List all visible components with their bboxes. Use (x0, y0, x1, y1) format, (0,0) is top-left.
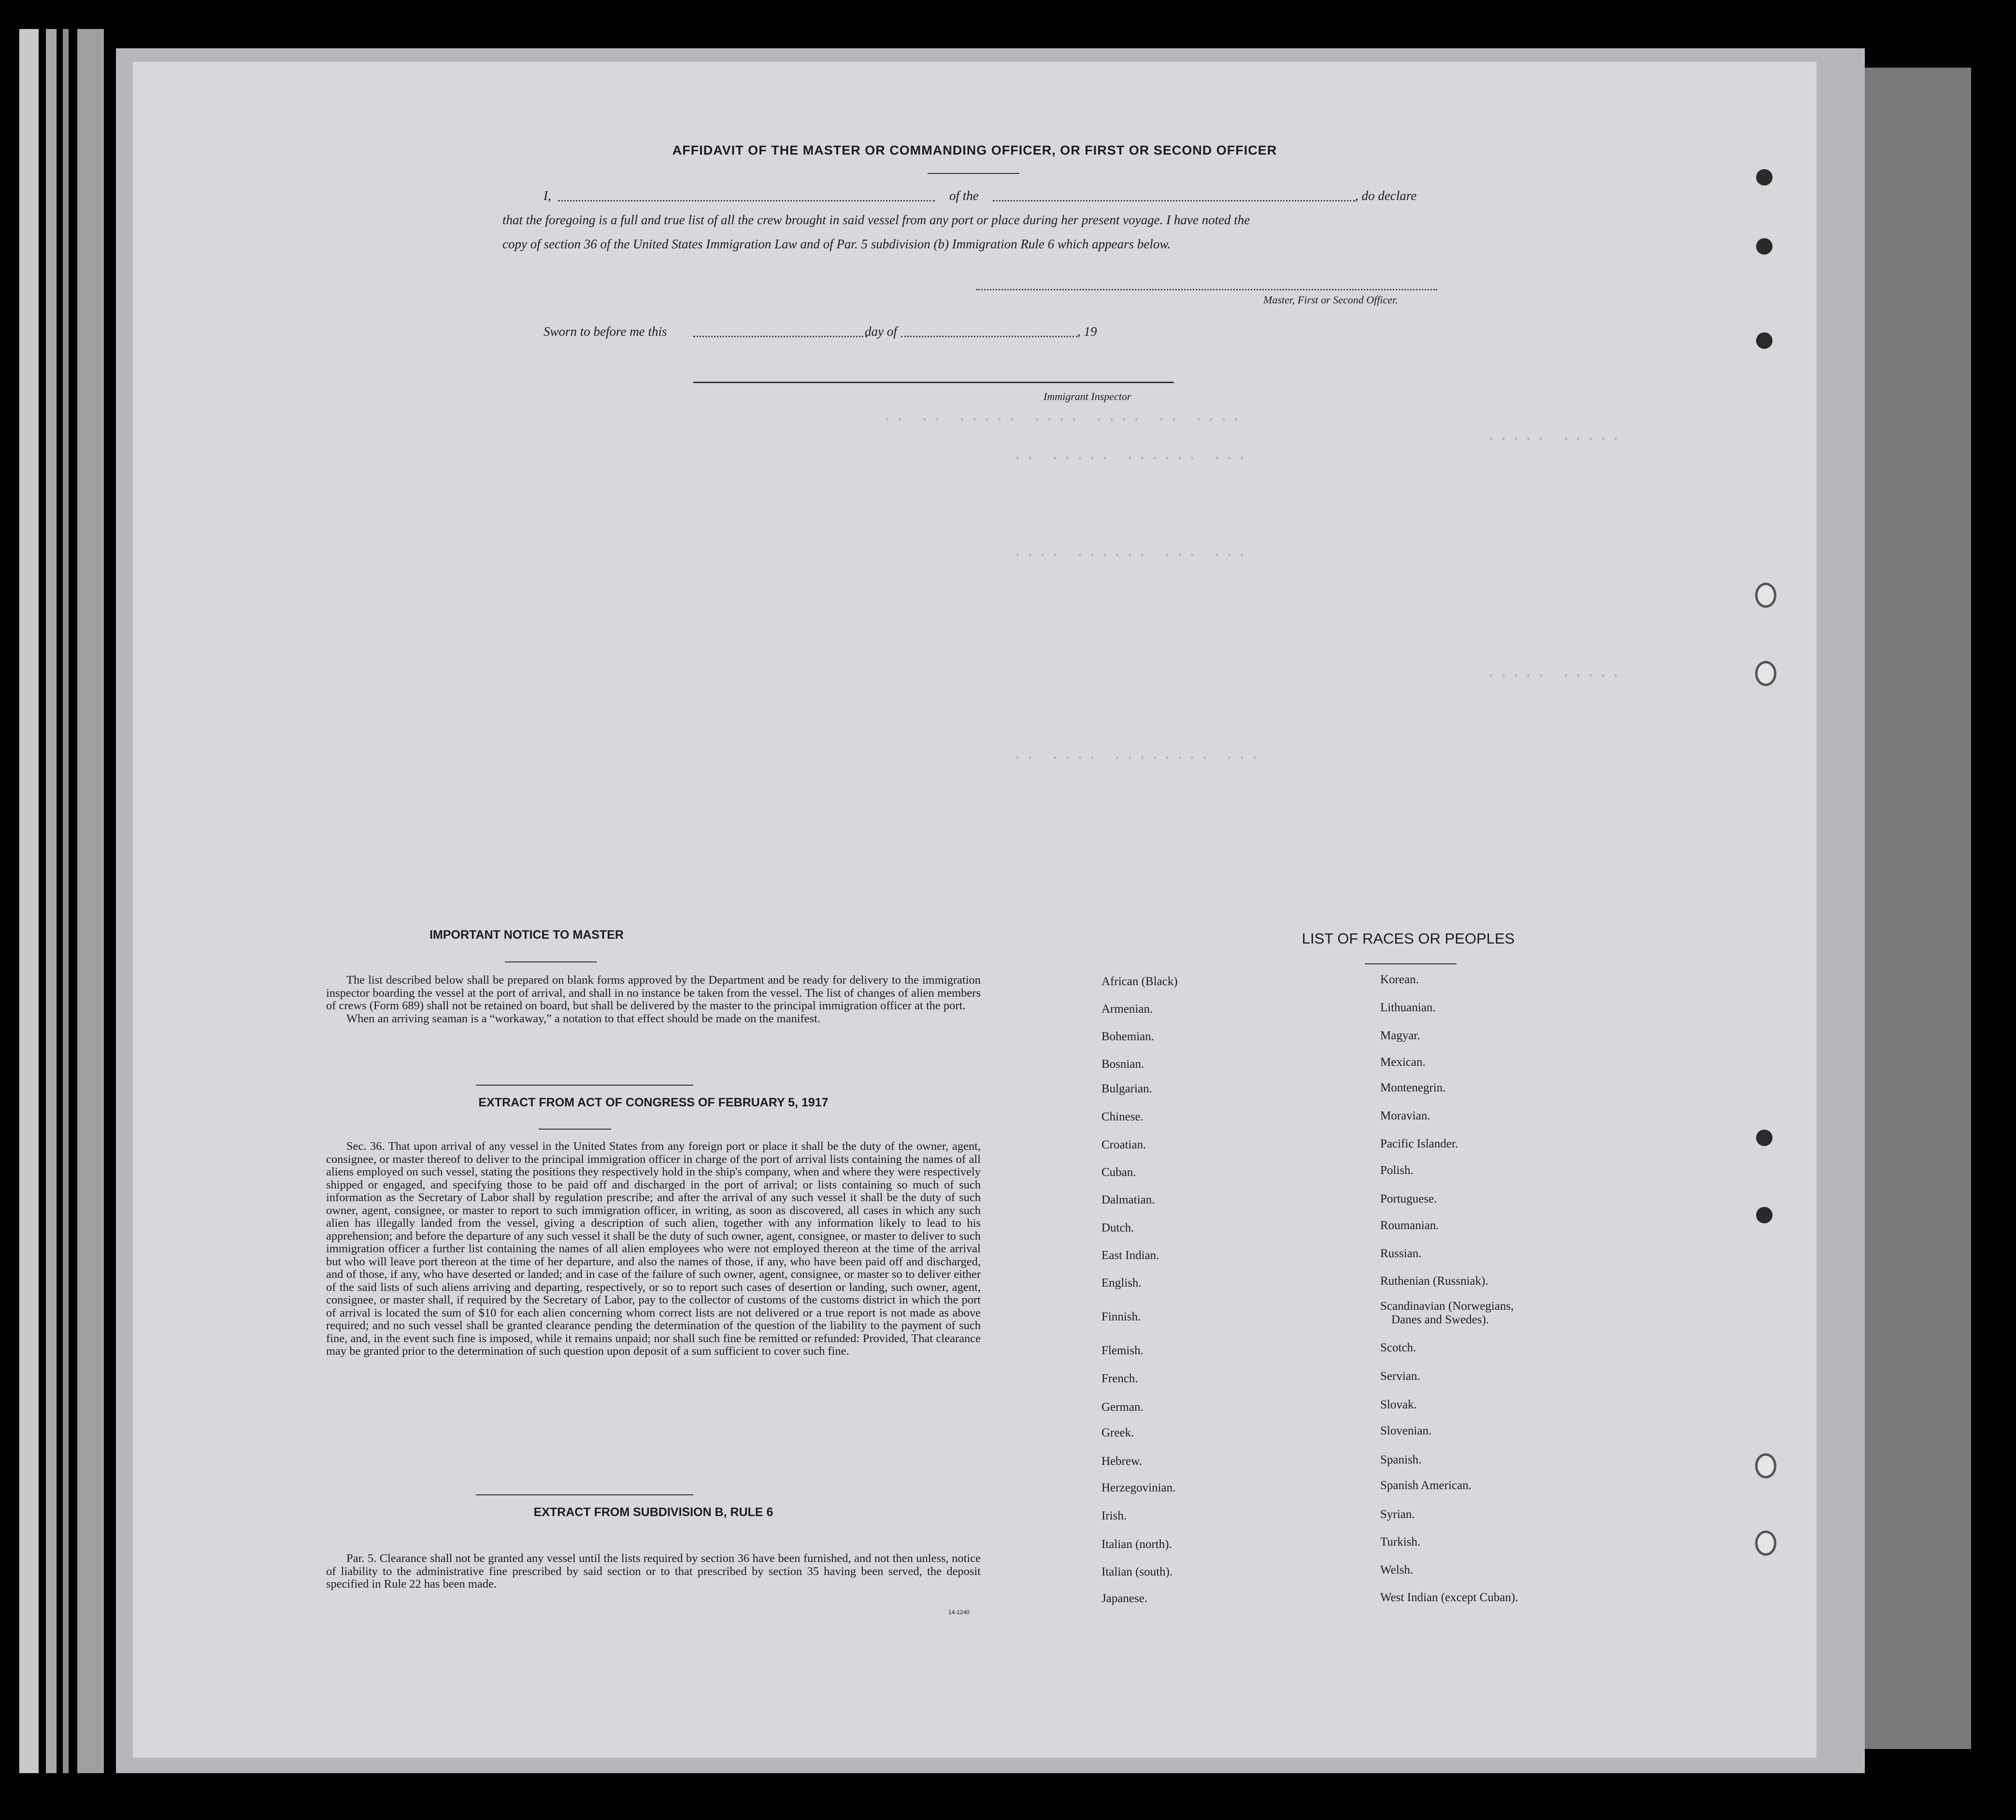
race-item: Polish. (1380, 1164, 1414, 1177)
binder-edge (0, 0, 111, 1820)
punch-hole (1756, 1130, 1773, 1146)
form-code: 14-1240 (948, 1609, 970, 1616)
race-item: Spanish American. (1380, 1479, 1472, 1492)
race-item: Herzegovinian. (1101, 1481, 1176, 1494)
race-item: Magyar. (1380, 1029, 1420, 1042)
race-item: Montenegrin. (1380, 1081, 1446, 1094)
race-item: Bohemian. (1101, 1030, 1155, 1043)
document-page (133, 62, 1816, 1758)
race-item: Lithuanian. (1380, 1001, 1436, 1014)
heading-rule (505, 961, 597, 962)
rule-extract-text (326, 1552, 981, 1591)
race-item: German. (1101, 1401, 1144, 1414)
officer-name-field[interactable] (558, 200, 935, 201)
affidavit-i-label: I, (543, 188, 551, 203)
race-item: Italian (south). (1101, 1565, 1173, 1578)
heading-rule (928, 173, 1019, 174)
bleed-through-text: ·· ····· ······ ··· (1012, 448, 1249, 469)
bleed-through-text: ····· ····· (1486, 429, 1623, 450)
punch-hole (1756, 169, 1773, 186)
affidavit-heading: AFFIDAVIT OF THE MASTER OR COMMANDING OFFICER, OR FIRST OR SECOND OFFICER (672, 143, 1277, 158)
race-item: Italian (north). (1101, 1538, 1172, 1551)
heading-rule (1365, 963, 1457, 964)
race-item: Danes and Swedes). (1391, 1313, 1489, 1326)
race-item: Moravian. (1380, 1109, 1430, 1122)
race-item: Mexican. (1380, 1056, 1426, 1069)
affidavit-body-line: copy of section 36 of the United States Immigration Law and of Par. 5 subdivision (b) Immigration Rule 6 which appears below. (502, 237, 1171, 251)
race-item: African (Black) (1101, 975, 1178, 988)
binder-ring (1755, 661, 1776, 686)
race-item: Scandinavian (Norwegians, (1380, 1300, 1514, 1313)
affidavit-body-line: that the foregoing is a full and true list of all the crew brought in said vessel from any port or place during her present voyage. I have noted the (502, 213, 1250, 227)
race-item: West Indian (except Cuban). (1380, 1591, 1518, 1604)
race-item: French. (1101, 1372, 1138, 1385)
race-item: Japanese. (1101, 1592, 1148, 1605)
race-item: Armenian. (1101, 1003, 1153, 1016)
inspector-signature-line[interactable] (693, 382, 1174, 383)
binder-strip (63, 29, 69, 1773)
officer-signature-field[interactable] (976, 289, 1437, 290)
bleed-through-text: ·· ···· ········ ··· (1012, 748, 1262, 769)
race-item: Turkish. (1380, 1535, 1421, 1548)
act-section-36: Sec. 36. That upon arrival of any vessel in the United States from any foreign port or place it shall be the duty of the owner, agent, consignee, or master thereof to deliver to the principal immigration officer in charge of the port of arrival lists containing the names of all aliens employed on such vessel, stating the positions they respectively hold in the ship's company, when and where they were respectively shipped or engaged, and specifying those to be paid off and discharged in the port of arrival; or lists containing so much of such information as the Secretary of Labor shall by regulation prescribe; and after the arrival of any such vessel it shall be the duty of such owner, agent, consignee, or master to report to such immigration officer, in writing, as soon as discovered, all cases in which any such alien has illegally landed from the vessel, giving a description of such alien, together with any information likely to lead to his apprehension; and before the departure of any such vessel it shall be the duty of such owner, agent, consignee, or master to deliver to such immigration officer a further list containing the names of all alien employees who were not employed thereon at the time of the arrival but who will leave port thereon at the time of her departure, and also the names of those, if any, who have been paid off and discharged, and of those, if any, who have deserted or landed; and in case of the failure of such owner, agent, consignee, or master so to deliver either of the said lists of such aliens arriving and departing, respectively, or so to report such cases of desertion or landing, such owner, agent, consignee, or master shall, if required by the Secretary of Labor, pay to the collector of customs of the customs district in which the port of arrival is located the sum of $10 for each alien concerning whom correct lists are not delivered or a true report is not made as above required; and no such vessel shall be granted clearance pending the determination of the question of the liability to the payment of such fine, and, in the event such fine is imposed, while it remains unpaid; nor shall such fine be remitted or refunded: Provided, That clearance may be granted prior to the determination of such question upon deposit of a sum sufficient to cover such fine. (326, 1140, 981, 1358)
vessel-name-field[interactable] (993, 200, 1355, 201)
race-item: Greek. (1101, 1426, 1134, 1439)
race-item: English. (1101, 1276, 1142, 1290)
sworn-label: Sworn to before me this (543, 324, 667, 339)
heading-rule (539, 1129, 611, 1130)
race-item: Welsh. (1380, 1563, 1414, 1576)
race-item: Dalmatian. (1101, 1193, 1155, 1206)
race-item: Bulgarian. (1101, 1082, 1152, 1095)
sworn-day-field[interactable] (693, 336, 867, 337)
race-item: Irish. (1101, 1509, 1127, 1522)
bleed-through-text: ····· ····· (1486, 666, 1623, 687)
inspector-caption: Immigrant Inspector (1044, 390, 1131, 402)
day-of-label: day of (865, 324, 897, 339)
binder-strip (19, 29, 39, 1773)
section-divider (476, 1085, 693, 1086)
race-item: Slovak. (1380, 1398, 1417, 1411)
race-item: Portuguese. (1380, 1192, 1437, 1205)
binder-ring (1755, 583, 1776, 608)
race-item: Slovenian. (1380, 1424, 1432, 1437)
binder-ring (1755, 1531, 1776, 1556)
race-item: Croatian. (1101, 1138, 1146, 1151)
race-item: Chinese. (1101, 1110, 1144, 1123)
race-item: Russian. (1380, 1247, 1422, 1260)
rule-extract-heading: EXTRACT FROM SUBDIVISION B, RULE 6 (533, 1505, 773, 1519)
binder-ring (1755, 1453, 1776, 1478)
race-item: Scotch. (1380, 1341, 1416, 1354)
race-item: Servian. (1380, 1370, 1420, 1383)
race-item: Syrian. (1380, 1508, 1415, 1521)
binder-strip (77, 29, 104, 1773)
sworn-month-field[interactable] (901, 336, 1077, 337)
section-divider (476, 1494, 693, 1495)
bleed-through-text: ·· ·· ····· ···· ···· ·· ···· (882, 410, 1244, 430)
race-item: Finnish. (1101, 1310, 1141, 1323)
notice-paragraph: The list described below shall be prepared on blank forms approved by the Department and be ready for delivery to the immigration inspector boarding the vessel at the port of arrival, and shall in no instance be taken from the vessel. The list of changes of alien members of crews (Form 689) shall not be retained on board, but shall be delivered by the master to the principal immigration officer at the port. (326, 974, 981, 1012)
notice-heading: IMPORTANT NOTICE TO MASTER (429, 928, 624, 942)
punch-hole (1756, 238, 1773, 255)
act-extract-heading: EXTRACT FROM ACT OF CONGRESS OF FEBRUARY 5, 1917 (478, 1096, 829, 1109)
race-item: Flemish. (1101, 1344, 1144, 1357)
race-item: Spanish. (1380, 1453, 1422, 1466)
bleed-through-text: ···· ······ ··· ··· (1012, 545, 1249, 566)
signature-caption: Master, First or Second Officer. (1263, 294, 1398, 306)
affidavit-of-the-label: of the (949, 188, 979, 203)
race-item: East Indian. (1101, 1249, 1159, 1262)
race-item: Hebrew. (1101, 1455, 1142, 1468)
affidavit-declare-label: , do declare (1355, 188, 1417, 203)
race-item: Roumanian. (1380, 1219, 1439, 1232)
act-extract-text (326, 1140, 981, 1358)
punch-hole (1756, 332, 1773, 349)
race-item: Korean. (1380, 973, 1419, 986)
races-heading: LIST OF RACES OR PEOPLES (1301, 930, 1515, 947)
race-item: Bosnian. (1101, 1058, 1144, 1071)
year-label: , 19 (1077, 324, 1097, 339)
race-item: Cuban. (1101, 1166, 1136, 1179)
punch-hole (1756, 1207, 1773, 1223)
race-item: Ruthenian (Russniak). (1380, 1275, 1488, 1288)
race-item: Pacific Islander. (1380, 1137, 1458, 1150)
binder-strip (46, 29, 57, 1773)
notice-text (326, 974, 981, 1025)
rule-paragraph-5: Par. 5. Clearance shall not be granted any vessel until the lists required by section 36 have been furnished, and not then unless, notice of liability to the administrative fine prescribed by said section or to that prescribed by section 35 having been served, the deposit specified in Rule 22 has been made. (326, 1552, 981, 1591)
race-item: Dutch. (1101, 1221, 1134, 1234)
notice-paragraph: When an arriving seaman is a “workaway,” a notation to that effect should be made on the manifest. (346, 1012, 821, 1025)
